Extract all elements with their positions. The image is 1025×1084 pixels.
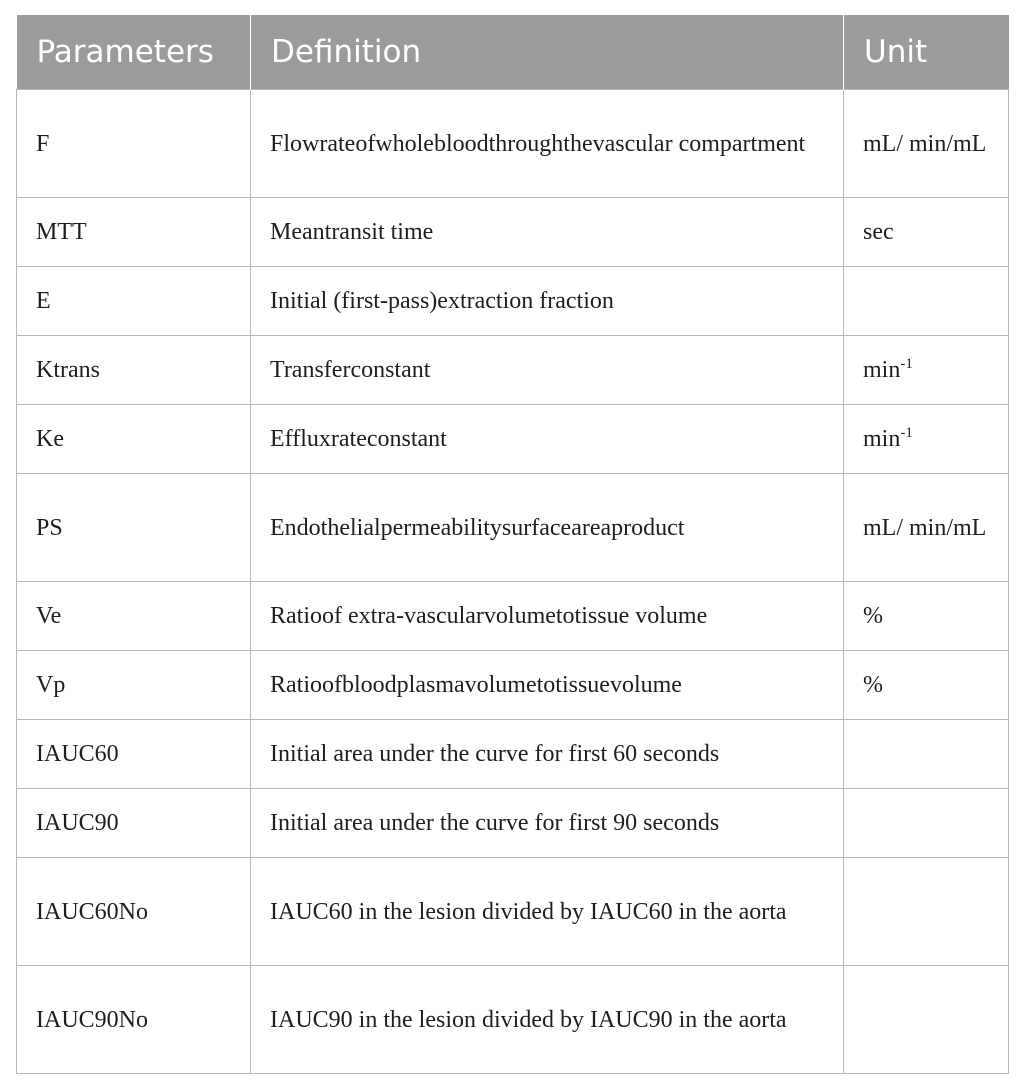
parameter-cell: Ve	[17, 582, 251, 651]
unit-cell	[844, 789, 1009, 858]
header-unit: Unit	[844, 15, 1009, 90]
table-row	[17, 651, 1009, 720]
parameter-cell: IAUC90No	[17, 966, 251, 1074]
table-row	[17, 198, 1009, 267]
parameters-table	[16, 15, 1009, 1074]
unit-cell	[844, 858, 1009, 966]
unit-value: %	[863, 603, 883, 629]
parameter-cell: PS	[17, 474, 251, 582]
definition-cell: Endothelialpermeabilitysurfaceareaproduct	[251, 474, 844, 582]
unit-cell	[844, 582, 1009, 651]
unit-exponent: -1	[900, 425, 913, 441]
definition-cell: IAUC90 in the lesion divided by IAUC90 in the aorta	[251, 966, 844, 1074]
header-parameters: Parameters	[17, 15, 251, 90]
definition-cell: Initial area under the curve for first 90 seconds	[251, 789, 844, 858]
parameter-cell: MTT	[17, 198, 251, 267]
table-row	[17, 336, 1009, 405]
parameter-cell: Ke	[17, 405, 251, 474]
unit-cell	[844, 336, 1009, 405]
definition-cell: Flowrateofwholebloodthroughthevascular compartment	[251, 90, 844, 198]
definition-cell: IAUC60 in the lesion divided by IAUC60 in the aorta	[251, 858, 844, 966]
parameter-cell: Vp	[17, 651, 251, 720]
unit-cell	[844, 720, 1009, 789]
unit-value: min	[863, 357, 901, 383]
table-row	[17, 720, 1009, 789]
header-row	[17, 15, 1009, 90]
unit-cell	[844, 90, 1009, 198]
header-definition: Definition	[251, 15, 844, 90]
unit-cell	[844, 267, 1009, 336]
parameter-cell: IAUC90	[17, 789, 251, 858]
table-row	[17, 966, 1009, 1074]
definition-cell: Ratioofbloodplasmavolumetotissuevolume	[251, 651, 844, 720]
unit-exponent: -1	[900, 356, 913, 372]
table-row	[17, 405, 1009, 474]
unit-cell	[844, 405, 1009, 474]
parameter-cell: IAUC60	[17, 720, 251, 789]
definition-cell: Initial area under the curve for first 60 seconds	[251, 720, 844, 789]
parameter-cell: F	[17, 90, 251, 198]
table-row	[17, 858, 1009, 966]
table-header	[17, 15, 1009, 90]
table-row	[17, 789, 1009, 858]
table-row	[17, 90, 1009, 198]
unit-cell	[844, 651, 1009, 720]
unit-value: mL/ min/mL	[863, 514, 987, 541]
unit-cell	[844, 966, 1009, 1074]
unit-value: mL/ min/mL	[863, 130, 987, 157]
parameter-cell: Ktrans	[17, 336, 251, 405]
unit-cell	[844, 198, 1009, 267]
unit-value: %	[863, 672, 883, 698]
unit-value: sec	[863, 219, 894, 245]
unit-value: min	[863, 426, 901, 452]
definition-cell: Effluxrateconstant	[251, 405, 844, 474]
definition-cell: Transferconstant	[251, 336, 844, 405]
table-row	[17, 582, 1009, 651]
parameter-cell: IAUC60No	[17, 858, 251, 966]
table-body	[17, 90, 1009, 1074]
table-row	[17, 267, 1009, 336]
definition-cell: Ratioof extra-vascularvolumetotissue volume	[251, 582, 844, 651]
table-row	[17, 474, 1009, 582]
parameter-cell: E	[17, 267, 251, 336]
definition-cell: Initial (first-pass)extraction fraction	[251, 267, 844, 336]
definition-cell: Meantransit time	[251, 198, 844, 267]
unit-cell	[844, 474, 1009, 582]
